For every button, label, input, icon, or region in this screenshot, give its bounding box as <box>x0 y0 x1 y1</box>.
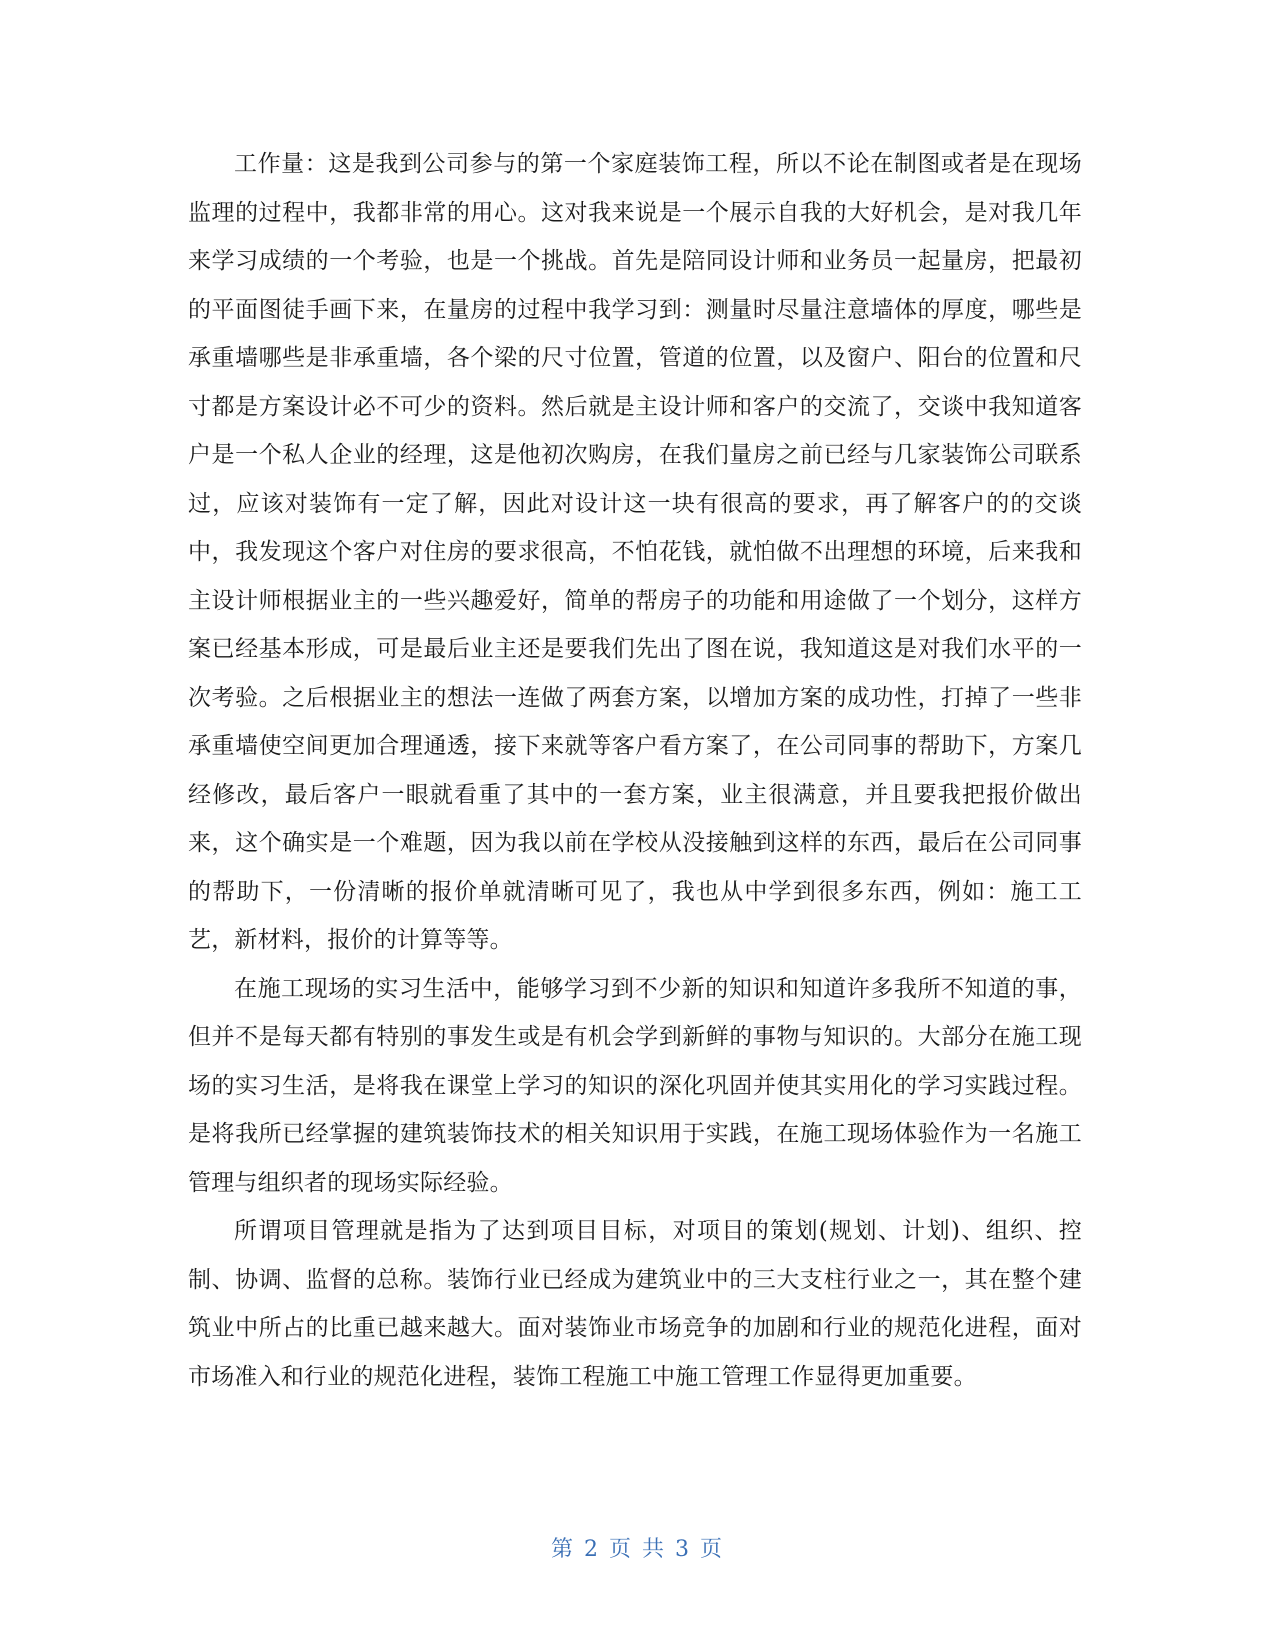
paragraph-workload: 工作量：这是我到公司参与的第一个家庭装饰工程，所以不论在制图或者是在现场监理的过程中，我都非常的用心。这对我来说是一个展示自我的大好机会，是对我几年来学习成绩的一个考验，也是一个挑战。首先是陪同设计师和业务员一起量房，把最初的平面图徒手画下来，在量房的过程中我学习到：测量时尽量注意墙体的厚度，哪些是承重墙哪些是非承重墙，各个梁的尺寸位置，管道的位置，以及窗户、阳台的位置和尺寸都是方案设计必不可少的资料。然后就是主设计师和客户的交流了，交谈中我知道客户是一个私人企业的经理，这是他初次购房，在我们量房之前已经与几家装饰公司联系过，应该对装饰有一定了解，因此对设计这一块有很高的要求，再了解客户的的交谈中，我发现这个客户对住房的要求很高，不怕花钱，就怕做不出理想的环境，后来我和主设计师根据业主的一些兴趣爱好，简单的帮房子的功能和用途做了一个划分，这样方案已经基本形成，可是最后业主还是要我们先出了图在说，我知道这是对我们水平的一次考验。之后根据业主的想法一连做了两套方案，以增加方案的成功性，打掉了一些非承重墙使空间更加合理通透，接下来就等客户看方案了，在公司同事的帮助下，方案几经修改，最后客户一眼就看重了其中的一套方案，业主很满意，并且要我把报价做出来，这个确实是一个难题，因为我以前在学校从没接触到这样的东西，最后在公司同事的帮助下，一份清晰的报价单就清晰可见了，我也从中学到很多东西，例如：施工工艺，新材料，报价的计算等等。 <box>188 151 1082 953</box>
page-number-footer: 第 2 页 共 3 页 <box>551 1537 724 1562</box>
paragraph-project-management: 所谓项目管理就是指为了达到项目目标，对项目的策划(规划、计划)、组织、控制、协调、监督的总称。装饰行业已经成为建筑业中的三大支柱行业之一，其在整个建筑业中所占的比重已越来越大。面对装饰业市场竞争的加剧和行业的规范化进程，面对市场准入和行业的规范化进程，装饰工程施工中施工管理工作显得更加重要。 <box>188 1218 1082 1390</box>
document-body <box>188 140 1082 1401</box>
paragraph-site-internship: 在施工现场的实习生活中，能够学习到不少新的知识和知道许多我所不知道的事，但并不是每天都有特别的事发生或是有机会学到新鲜的事物与知识的。大部分在施工现场的实习生活，是将我在课堂上学习的知识的深化巩固并使其实用化的学习实践过程。是将我所已经掌握的建筑装饰技术的相关知识用于实践，在施工现场体验作为一名施工管理与组织者的现场实际经验。 <box>188 975 1082 1196</box>
